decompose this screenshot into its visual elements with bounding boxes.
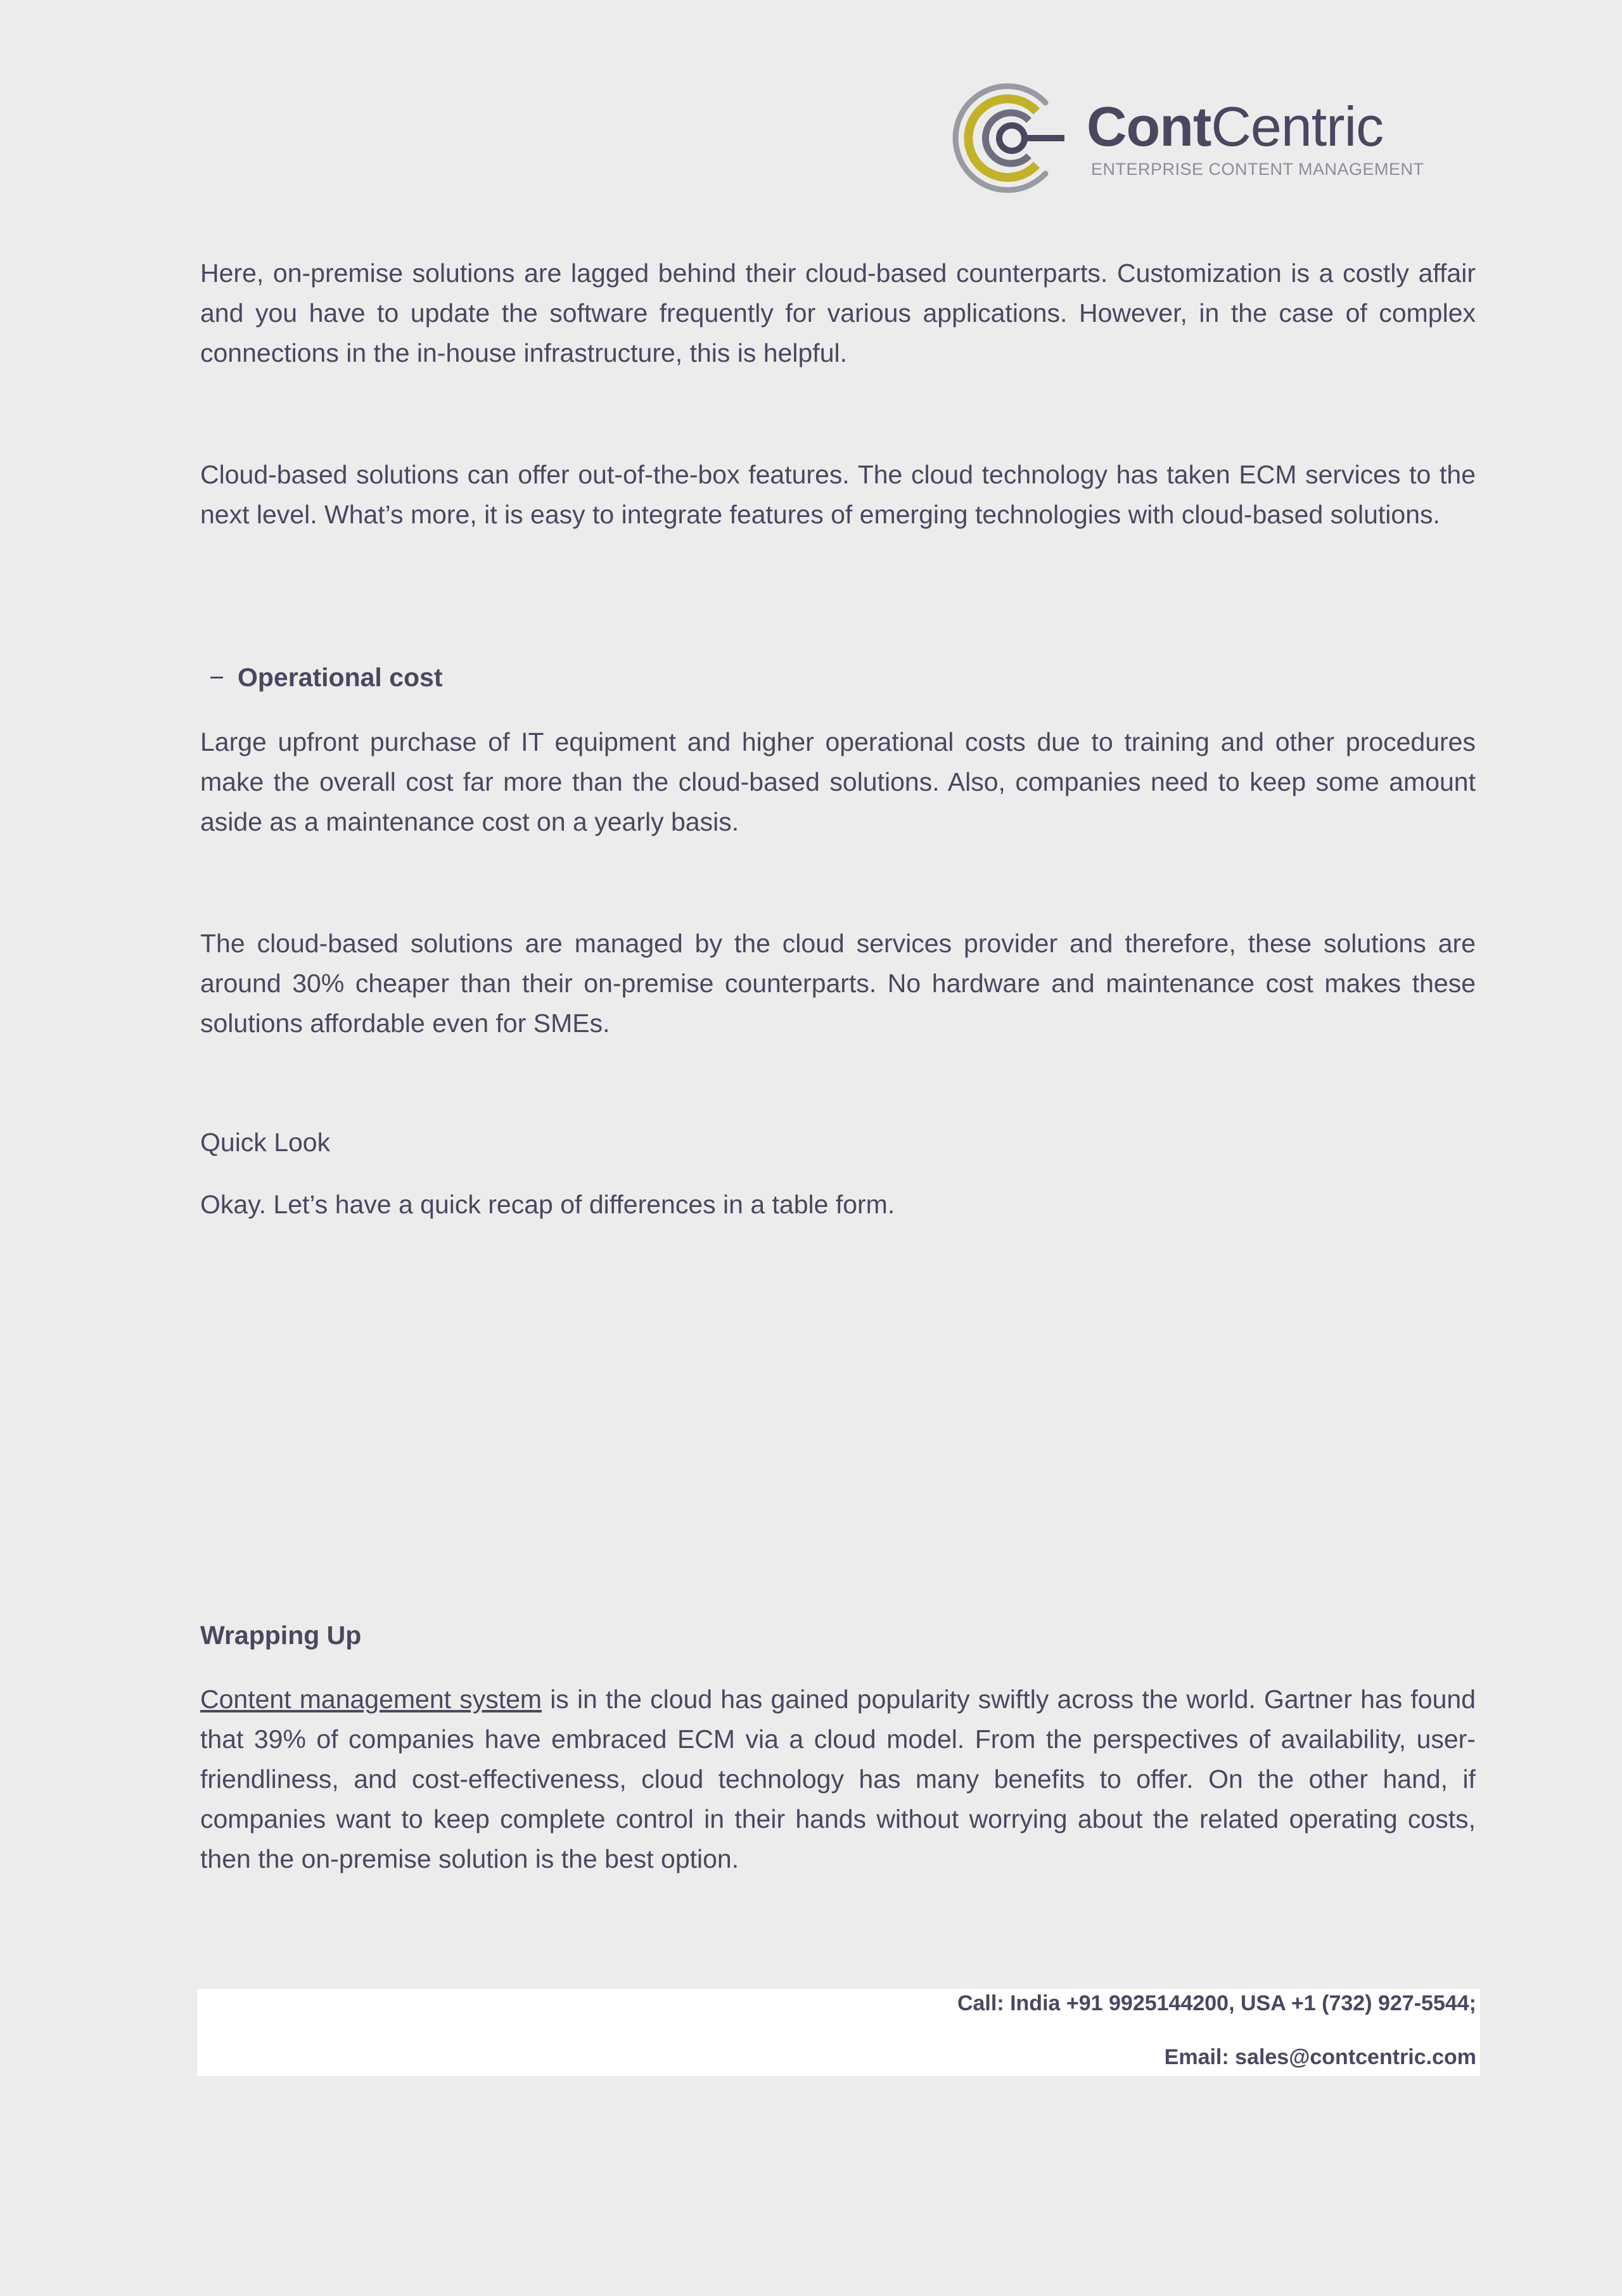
logo-wordmark: ContCentric bbox=[1087, 95, 1384, 158]
wrapping-up-heading: Wrapping Up bbox=[200, 1621, 362, 1650]
contcentric-logo-mark-icon bbox=[950, 81, 1077, 195]
footer-phone: Call: India +91 9925144200, USA +1 (732) 927-5544; bbox=[957, 1991, 1476, 2015]
logo-tagline: ENTERPRISE CONTENT MANAGEMENT bbox=[1091, 160, 1424, 179]
paragraph-on-premise-lag: Here, on-premise solutions are lagged behind their cloud-based counterparts. Customization is a costly affair and you have to update the software frequently for various applications. However, in the case of complex connections in the in-house infrastructure, this is helpful. bbox=[200, 258, 1476, 367]
bullet-operational-cost bbox=[209, 663, 443, 692]
wrapping-up-text: is in the cloud has gained popularity swiftly across the world. Gartner has found that 39% of companies have embraced ECM via a cloud model. From the perspectives of availability, user-friendliness, and cost-effectiveness, cloud technology has many benefits to offer. On the other hand, if companies want to keep complete control in their hands without worrying about the related operating costs, then the on-premise solution is the best option. bbox=[200, 1685, 1476, 1873]
content-management-system-link[interactable]: Content management system bbox=[200, 1685, 542, 1714]
paragraph-cloud-cheaper: The cloud-based solutions are managed by the cloud services provider and therefore, these solutions are around 30% cheaper than their on-premise counterparts. No hardware and maintenance cost makes these solutions affordable even for SMEs. bbox=[200, 929, 1476, 1038]
footer-email: Email: sales@contcentric.com bbox=[1164, 2045, 1476, 2069]
bullet-dash: − bbox=[209, 663, 224, 692]
footer-contact-box bbox=[197, 1989, 1480, 2076]
bullet-heading: Operational cost bbox=[238, 663, 443, 692]
paragraph-upfront-costs: Large upfront purchase of IT equipment and higher operational costs due to training and other procedures make the overall cost far more than the cloud-based solutions. Also, companies need to keep some amount aside as a maintenance cost on a yearly basis. bbox=[200, 727, 1476, 836]
paragraph-wrapping-up bbox=[200, 1680, 1476, 1879]
paragraph-cloud-features: Cloud-based solutions can offer out-of-the-box features. The cloud technology has taken ECM services to the next level. What’s more, it is easy to integrate features of emerging technologies with cloud-based solutions. bbox=[200, 460, 1476, 529]
quick-look-label: Quick Look bbox=[200, 1128, 331, 1157]
contcentric-logo bbox=[950, 81, 1424, 195]
quick-recap-text: Okay. Let’s have a quick recap of differences in a table form. bbox=[200, 1190, 895, 1219]
